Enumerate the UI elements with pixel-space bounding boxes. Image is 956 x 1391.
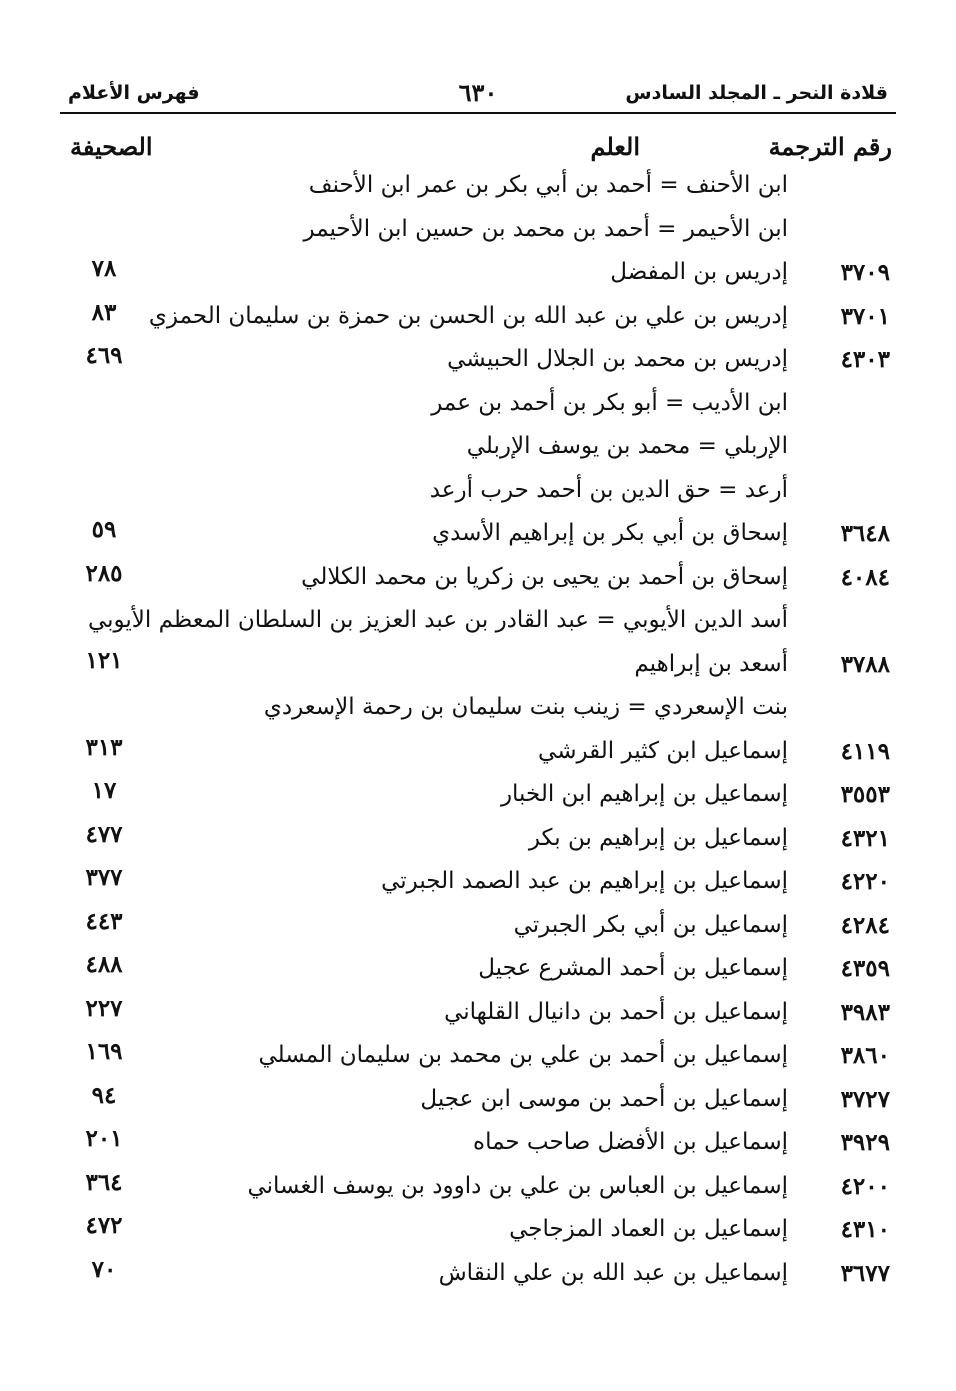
entry-page: ٣٦٤ [85,1168,123,1196]
entry-number: ٣٩٨٣ [840,998,890,1026]
entry-page: ٢٨٥ [85,559,123,587]
running-header [60,78,896,114]
entry-name: إسماعيل بن إبراهيم ابن الخبار [500,781,788,807]
entry-page: ٣١٣ [85,733,123,761]
index-entry [0,297,956,341]
entry-number: ٣٨٦٠ [840,1042,890,1069]
entry-name: إسحاق بن أحمد بن يحيى بن زكريا بن محمد الكلالي [301,563,788,590]
index-entry [0,1123,956,1167]
entry-name: بنت الإسعردي = زينب بنت سليمان بن رحمة الإسعردي [263,694,788,720]
entry-page: ٧٨ [91,255,117,282]
index-entry [0,732,956,776]
entry-number: ٣٦٧٧ [840,1259,890,1287]
entry-page: ٤٨٨ [85,951,123,978]
entry-name: ابن الأحنف = أحمد بن أبي بكر بن عمر ابن الأحنف [308,172,788,198]
entry-name: إدريس بن علي بن عبد الله بن الحسن بن حمزة بن سليمان الحمزي [148,302,788,329]
index-entries [0,166,956,1297]
entry-name: إدريس بن المفضل [610,259,788,285]
entry-name: إسماعيل بن أبي بكر الجبرتي [513,911,788,938]
entry-page: ٤٦٩ [85,342,123,369]
entry-page: ٤٧٢ [85,1212,123,1239]
entry-name: إسماعيل بن عبد الله بن علي النقاش [438,1259,788,1286]
column-header-page: الصحيفة [70,132,153,161]
column-header-number: رقم الترجمة [768,132,892,161]
index-entry [0,514,956,558]
entry-page: ٥٩ [91,516,117,543]
entry-name: إدريس بن محمد بن الجلال الحبيشي [447,346,788,372]
entry-name: إسحاق بن أبي بكر بن إبراهيم الأسدي [432,520,788,546]
entry-name: إسماعيل بن الأفضل صاحب حماه [473,1129,788,1155]
entry-number: ٤٣٢١ [840,824,890,852]
index-entry [0,993,956,1037]
entry-number: ٣٩٢٩ [840,1129,890,1156]
index-entry [0,1210,956,1254]
entry-name: إسماعيل بن أحمد بن دانيال القلهاني [444,998,788,1025]
entry-name: الإربلي = محمد بن يوسف الإربلي [466,433,788,459]
index-entry [0,906,956,950]
entry-number: ٣٧٠١ [840,302,890,330]
entry-name: ابن الأديب = أبو بكر بن أحمد بن عمر [431,389,788,416]
entry-number: ٤٣١٠ [840,1216,890,1243]
index-entry [0,427,956,471]
entry-number: ٣٧٠٩ [840,259,890,286]
entry-page: ٢٠١ [85,1125,123,1152]
book-title: قلادة النحر ـ المجلد السادس [625,82,888,104]
entry-number: ٤٢٨٤ [840,911,890,939]
index-entry [0,949,956,993]
index-entry [0,1167,956,1211]
entry-page: ٧٠ [91,1255,117,1283]
page-number: ٦٣٠ [458,78,498,107]
entry-name: إسماعيل بن العماد المزجاجي [509,1216,788,1242]
index-entry [0,775,956,819]
index-entry [0,558,956,602]
entry-name: إسماعيل ابن كثير القرشي [538,737,788,764]
entry-name: أرعد = حق الدين بن أحمد حرب أرعد [429,476,788,503]
entry-name: أسعد بن إبراهيم [634,650,788,677]
entry-name: إسماعيل بن أحمد بن موسى ابن عجيل [420,1085,788,1112]
index-entry [0,688,956,732]
index-entry [0,166,956,210]
index-entry [0,862,956,906]
entry-page: ٩٤ [91,1081,117,1109]
entry-page: ١٦٩ [85,1038,123,1065]
entry-page: ٤٤٣ [85,907,123,935]
entry-number: ٤٣٥٩ [840,955,890,982]
entry-page: ٣٧٧ [85,864,123,891]
entry-name: إسماعيل بن إبراهيم بن عبد الصمد الجبرتي [381,868,788,894]
index-entry [0,384,956,428]
entry-page: ٤٧٧ [85,820,123,848]
entry-number: ٣٥٥٣ [840,781,890,808]
index-entry [0,340,956,384]
index-entry [0,253,956,297]
entry-number: ٤١١٩ [840,737,890,765]
entry-page: ١٢١ [85,646,123,674]
entry-page: ١٧ [91,777,117,804]
entry-name: أسد الدين الأيوبي = عبد القادر بن عبد العزيز بن السلطان المعظم الأيوبي [87,607,788,633]
index-entry [0,210,956,254]
entry-number: ٣٧٨٨ [840,650,890,678]
index-entry [0,1254,956,1298]
entry-name: إسماعيل بن العباس بن علي بن داوود بن يوسف الغساني [247,1172,788,1199]
entry-name: إسماعيل بن أحمد المشرع عجيل [478,955,788,981]
entry-number: ٣٧٢٧ [840,1085,890,1113]
column-header-name: العلم [590,132,640,161]
section-title: فهرس الأعلام [68,82,200,104]
index-entry [0,819,956,863]
entry-number: ٤٣٠٣ [840,346,890,373]
index-entry [0,645,956,689]
entry-name: إسماعيل بن إبراهيم بن بكر [528,824,788,851]
entry-number: ٤٢٢٠ [840,868,890,895]
entry-name: ابن الأحيمر = أحمد بن محمد بن حسين ابن الأحيمر [303,215,788,242]
entry-page: ٨٣ [91,298,117,326]
entry-name: إسماعيل بن أحمد بن علي بن محمد بن سليمان المسلي [258,1042,788,1068]
index-entry [0,601,956,645]
entry-number: ٤٢٠٠ [840,1172,890,1200]
entry-page: ٢٢٧ [85,994,123,1022]
index-entry [0,1036,956,1080]
entry-number: ٣٦٤٨ [840,520,890,547]
index-entry [0,1080,956,1124]
index-entry [0,471,956,515]
entry-number: ٤٠٨٤ [840,563,890,591]
